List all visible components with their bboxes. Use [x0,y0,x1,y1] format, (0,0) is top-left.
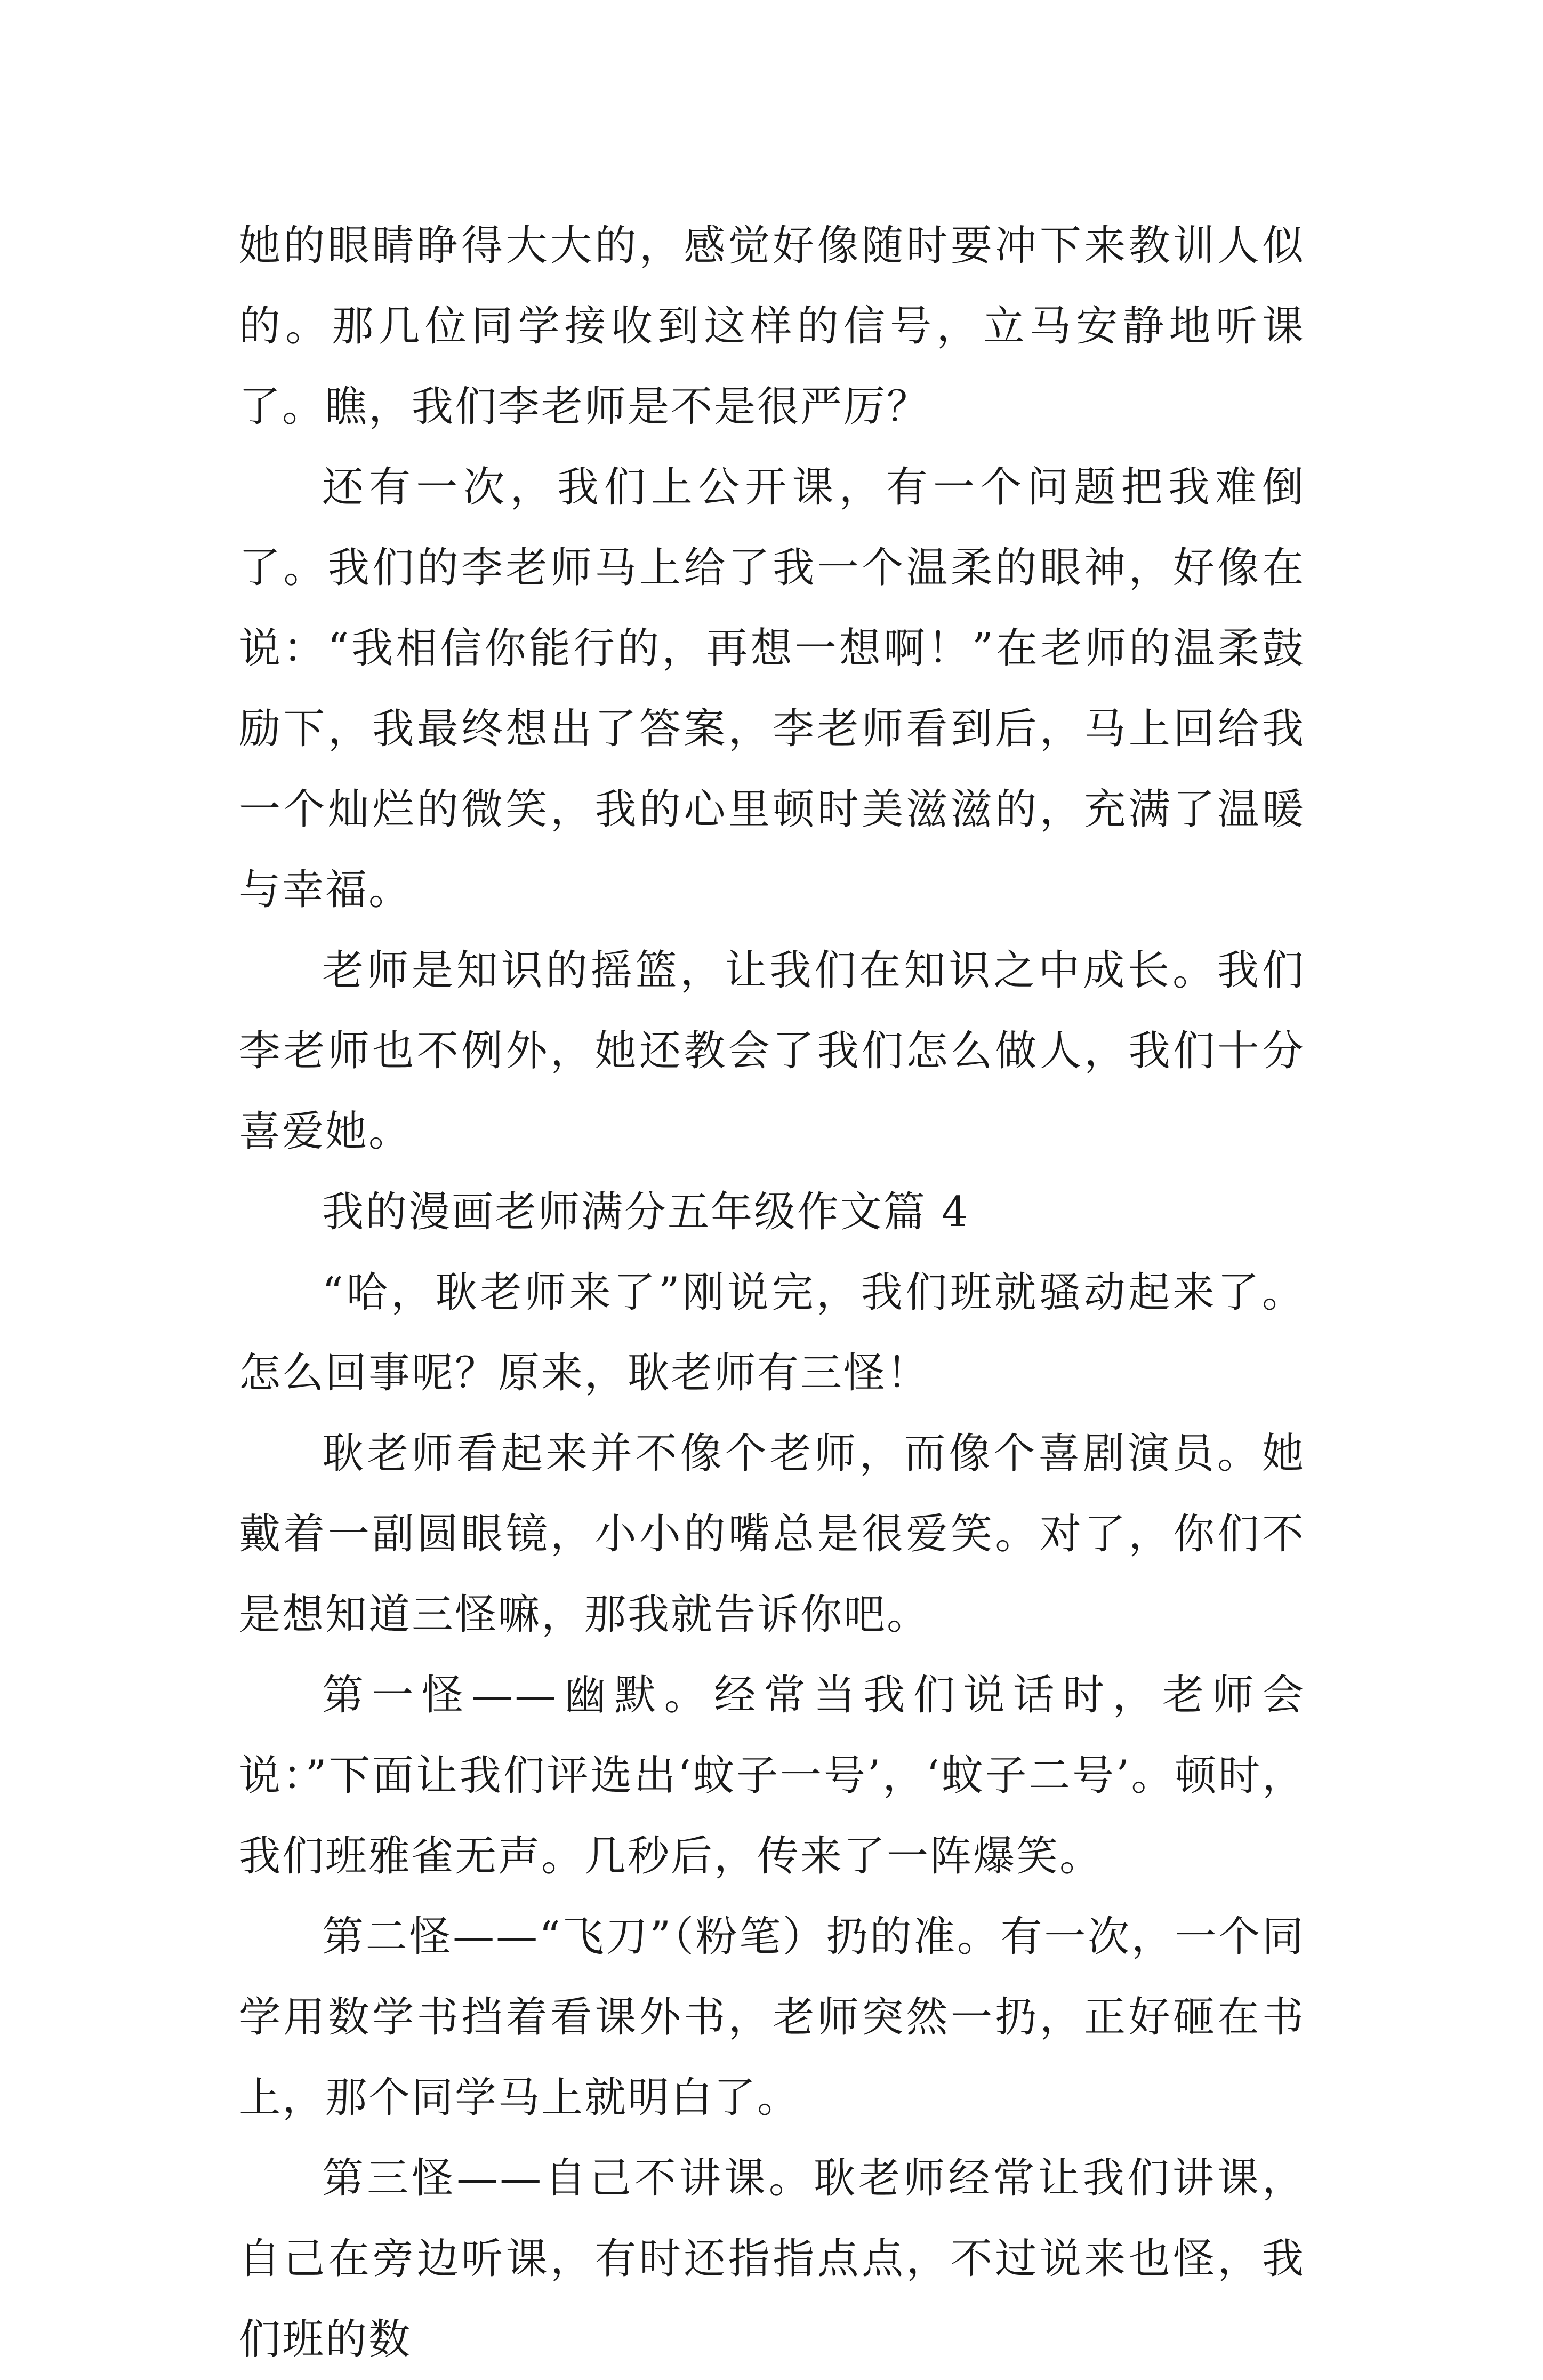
paragraph: 耿老师看起来并不像个老师，而像个喜剧演员。她戴着一副圆眼镜，小小的嘴总是很爱笑。对了，你们不是想知道三怪嘛，那我就告诉你吧。 [239,1430,1305,1639]
paragraph: 第三怪——自己不讲课。耿老师经常让我们讲课，自己在旁边听课，有时还指指点点，不过说来也怪，我们班的数 [239,2154,1305,2363]
paragraph: 第一怪——幽默。经常当我们说话时，老师会说：”下面让我们评选出‘蚊子一号’，‘蚊子二号’。顿时，我们班雅雀无声。几秒后，传来了一阵爆笑。 [239,1671,1305,1880]
paragraph: 第二怪——“飞刀”（粉笔）扔的准。有一次，一个同学用数学书挡着看课外书，老师突然一扔，正好砸在书上，那个同学马上就明白了。 [239,1913,1305,2122]
paragraph: 她的眼睛睁得大大的，感觉好像随时要冲下来教训人似的。那几位同学接收到这样的信号，立马安静地听课了。瞧，我们李老师是不是很严厉？ [239,222,1305,431]
paragraph: 老师是知识的摇篮，让我们在知识之中成长。我们李老师也不例外，她还教会了我们怎么做人，我们十分喜爱她。 [239,947,1305,1156]
section-heading: 我的漫画老师满分五年级作文篇 4 [322,1188,970,1236]
paragraph: 还有一次，我们上公开课，有一个问题把我难倒了。我们的李老师马上给了我一个温柔的眼神，好像在说：“我相信你能行的，再想一想啊！”在老师的温柔鼓励下，我最终想出了答案，李老师看到后，马上回给我一个灿烂的微笑，我的心里顿时美滋滋的，充满了温暖与幸福。 [239,463,1305,914]
document-body [239,206,1305,2380]
paragraph: “哈，耿老师来了”刚说完，我们班就骚动起来了。怎么回事呢？原来，耿老师有三怪！ [239,1269,1305,1397]
